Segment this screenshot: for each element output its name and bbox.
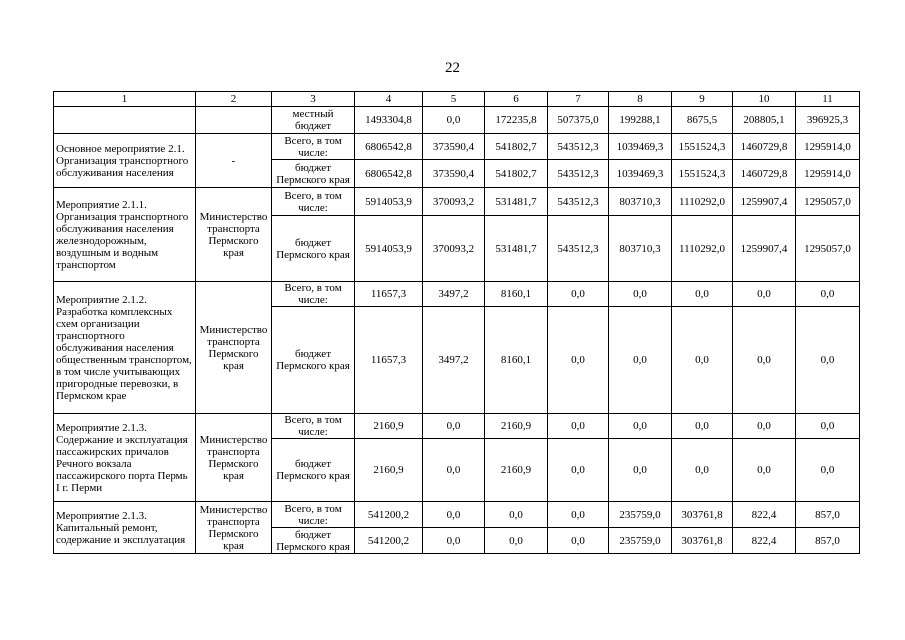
value-cell: 0,0 xyxy=(485,502,548,528)
funding-source-label: местный бюджет xyxy=(272,107,355,134)
value-cell: 0,0 xyxy=(423,528,485,554)
header-row xyxy=(54,92,860,107)
budget-table xyxy=(53,91,860,554)
value-cell: 1259907,4 xyxy=(733,216,796,282)
value-cell: 0,0 xyxy=(796,439,860,502)
value-cell: 0,0 xyxy=(733,282,796,307)
value-cell: 235759,0 xyxy=(609,502,672,528)
table-row xyxy=(54,107,860,134)
value-cell: 235759,0 xyxy=(609,528,672,554)
activity-description: Мероприятие 2.1.2. Разработка комплексных схем организации транспортного обслуживания населения общественным транспортом, в том числе учитывающих пригородные перевозки, в Пермском крае xyxy=(54,282,196,414)
column-header: 10 xyxy=(733,92,796,107)
value-cell: 0,0 xyxy=(423,107,485,134)
value-cell: 1295914,0 xyxy=(796,160,860,188)
value-cell: 0,0 xyxy=(796,282,860,307)
value-cell: 1110292,0 xyxy=(672,216,733,282)
value-cell: 8160,1 xyxy=(485,282,548,307)
value-cell: 6806542,8 xyxy=(355,160,423,188)
value-cell: 3497,2 xyxy=(423,307,485,414)
budget-label: бюджет Пермского края xyxy=(272,307,355,414)
value-cell: 857,0 xyxy=(796,502,860,528)
value-cell: 2160,9 xyxy=(485,414,548,439)
value-cell: 0,0 xyxy=(609,414,672,439)
total-label: Всего, в том числе: xyxy=(272,502,355,528)
value-cell: 1295057,0 xyxy=(796,188,860,216)
value-cell: 396925,3 xyxy=(796,107,860,134)
row-responsible xyxy=(196,107,272,134)
activity-description: Основное мероприятие 2.1. Организация транспортного обслуживания населения xyxy=(54,134,196,188)
value-cell: 1460729,8 xyxy=(733,134,796,160)
value-cell: 543512,3 xyxy=(548,160,609,188)
value-cell: 8160,1 xyxy=(485,307,548,414)
column-header: 6 xyxy=(485,92,548,107)
value-cell: 822,4 xyxy=(733,502,796,528)
value-cell: 1295057,0 xyxy=(796,216,860,282)
value-cell: 199288,1 xyxy=(609,107,672,134)
value-cell: 2160,9 xyxy=(355,414,423,439)
column-header: 11 xyxy=(796,92,860,107)
budget-label: бюджет Пермского края xyxy=(272,216,355,282)
value-cell: 1039469,3 xyxy=(609,160,672,188)
table-row-total xyxy=(54,282,860,307)
value-cell: 3497,2 xyxy=(423,282,485,307)
total-label: Всего, в том числе: xyxy=(272,188,355,216)
value-cell: 0,0 xyxy=(796,307,860,414)
value-cell: 0,0 xyxy=(609,439,672,502)
value-cell: 543512,3 xyxy=(548,188,609,216)
value-cell: 0,0 xyxy=(548,502,609,528)
value-cell: 303761,8 xyxy=(672,502,733,528)
budget-label: бюджет Пермского края xyxy=(272,439,355,502)
column-header: 8 xyxy=(609,92,672,107)
activity-description: Мероприятие 2.1.3. Капитальный ремонт, содержание и эксплуатация xyxy=(54,502,196,554)
column-header: 5 xyxy=(423,92,485,107)
value-cell: 0,0 xyxy=(548,414,609,439)
value-cell: 1259907,4 xyxy=(733,188,796,216)
value-cell: 0,0 xyxy=(733,439,796,502)
value-cell: 0,0 xyxy=(672,282,733,307)
total-label: Всего, в том числе: xyxy=(272,134,355,160)
page-number: 22 xyxy=(445,60,460,76)
value-cell: 543512,3 xyxy=(548,134,609,160)
column-header: 1 xyxy=(54,92,196,107)
column-header: 2 xyxy=(196,92,272,107)
total-label: Всего, в том числе: xyxy=(272,414,355,439)
responsible-executor: Министерство транспорта Пермского края xyxy=(196,502,272,554)
value-cell: 531481,7 xyxy=(485,188,548,216)
value-cell: 370093,2 xyxy=(423,188,485,216)
responsible-executor: Министерство транспорта Пермского края xyxy=(196,282,272,414)
value-cell: 370093,2 xyxy=(423,216,485,282)
value-cell: 0,0 xyxy=(796,414,860,439)
value-cell: 5914053,9 xyxy=(355,188,423,216)
value-cell: 0,0 xyxy=(672,307,733,414)
value-cell: 1551524,3 xyxy=(672,160,733,188)
value-cell: 0,0 xyxy=(672,414,733,439)
value-cell: 541200,2 xyxy=(355,528,423,554)
value-cell: 11657,3 xyxy=(355,282,423,307)
table-row-total xyxy=(54,414,860,439)
column-header: 4 xyxy=(355,92,423,107)
row-description xyxy=(54,107,196,134)
value-cell: 1110292,0 xyxy=(672,188,733,216)
responsible-executor: Министерство транспорта Пермского края xyxy=(196,414,272,502)
value-cell: 803710,3 xyxy=(609,216,672,282)
value-cell: 0,0 xyxy=(609,307,672,414)
table-row-total xyxy=(54,134,860,160)
value-cell: 208805,1 xyxy=(733,107,796,134)
value-cell: 0,0 xyxy=(733,414,796,439)
budget-label: бюджет Пермского края xyxy=(272,160,355,188)
value-cell: 0,0 xyxy=(548,307,609,414)
value-cell: 0,0 xyxy=(485,528,548,554)
value-cell: 5914053,9 xyxy=(355,216,423,282)
value-cell: 0,0 xyxy=(423,502,485,528)
value-cell: 0,0 xyxy=(548,282,609,307)
column-header: 9 xyxy=(672,92,733,107)
value-cell: 803710,3 xyxy=(609,188,672,216)
value-cell: 822,4 xyxy=(733,528,796,554)
activity-description: Мероприятие 2.1.1. Организация транспортного обслуживания населения железнодорожным, воздушным и водным транспортом xyxy=(54,188,196,282)
value-cell: 543512,3 xyxy=(548,216,609,282)
value-cell: 0,0 xyxy=(609,282,672,307)
value-cell: 531481,7 xyxy=(485,216,548,282)
column-header: 3 xyxy=(272,92,355,107)
value-cell: 1460729,8 xyxy=(733,160,796,188)
value-cell: 373590,4 xyxy=(423,160,485,188)
responsible-executor: Министерство транспорта Пермского края xyxy=(196,188,272,282)
value-cell: 0,0 xyxy=(548,528,609,554)
value-cell: 0,0 xyxy=(733,307,796,414)
total-label: Всего, в том числе: xyxy=(272,282,355,307)
value-cell: 2160,9 xyxy=(355,439,423,502)
value-cell: 1551524,3 xyxy=(672,134,733,160)
value-cell: 0,0 xyxy=(423,414,485,439)
responsible-executor: - xyxy=(196,134,272,188)
table-row-total xyxy=(54,502,860,528)
value-cell: 8675,5 xyxy=(672,107,733,134)
table-row-total xyxy=(54,188,860,216)
value-cell: 1295914,0 xyxy=(796,134,860,160)
value-cell: 172235,8 xyxy=(485,107,548,134)
budget-label: бюджет Пермского края xyxy=(272,528,355,554)
value-cell: 541802,7 xyxy=(485,134,548,160)
value-cell: 1493304,8 xyxy=(355,107,423,134)
value-cell: 0,0 xyxy=(672,439,733,502)
activity-description: Мероприятие 2.1.3. Содержание и эксплуатация пассажирских причалов Речного вокзала пассажирского порта Пермь I г. Перми xyxy=(54,414,196,502)
value-cell: 2160,9 xyxy=(485,439,548,502)
value-cell: 857,0 xyxy=(796,528,860,554)
value-cell: 0,0 xyxy=(423,439,485,502)
value-cell: 0,0 xyxy=(548,439,609,502)
value-cell: 541802,7 xyxy=(485,160,548,188)
value-cell: 303761,8 xyxy=(672,528,733,554)
value-cell: 11657,3 xyxy=(355,307,423,414)
value-cell: 507375,0 xyxy=(548,107,609,134)
column-header: 7 xyxy=(548,92,609,107)
value-cell: 541200,2 xyxy=(355,502,423,528)
value-cell: 6806542,8 xyxy=(355,134,423,160)
value-cell: 1039469,3 xyxy=(609,134,672,160)
value-cell: 373590,4 xyxy=(423,134,485,160)
